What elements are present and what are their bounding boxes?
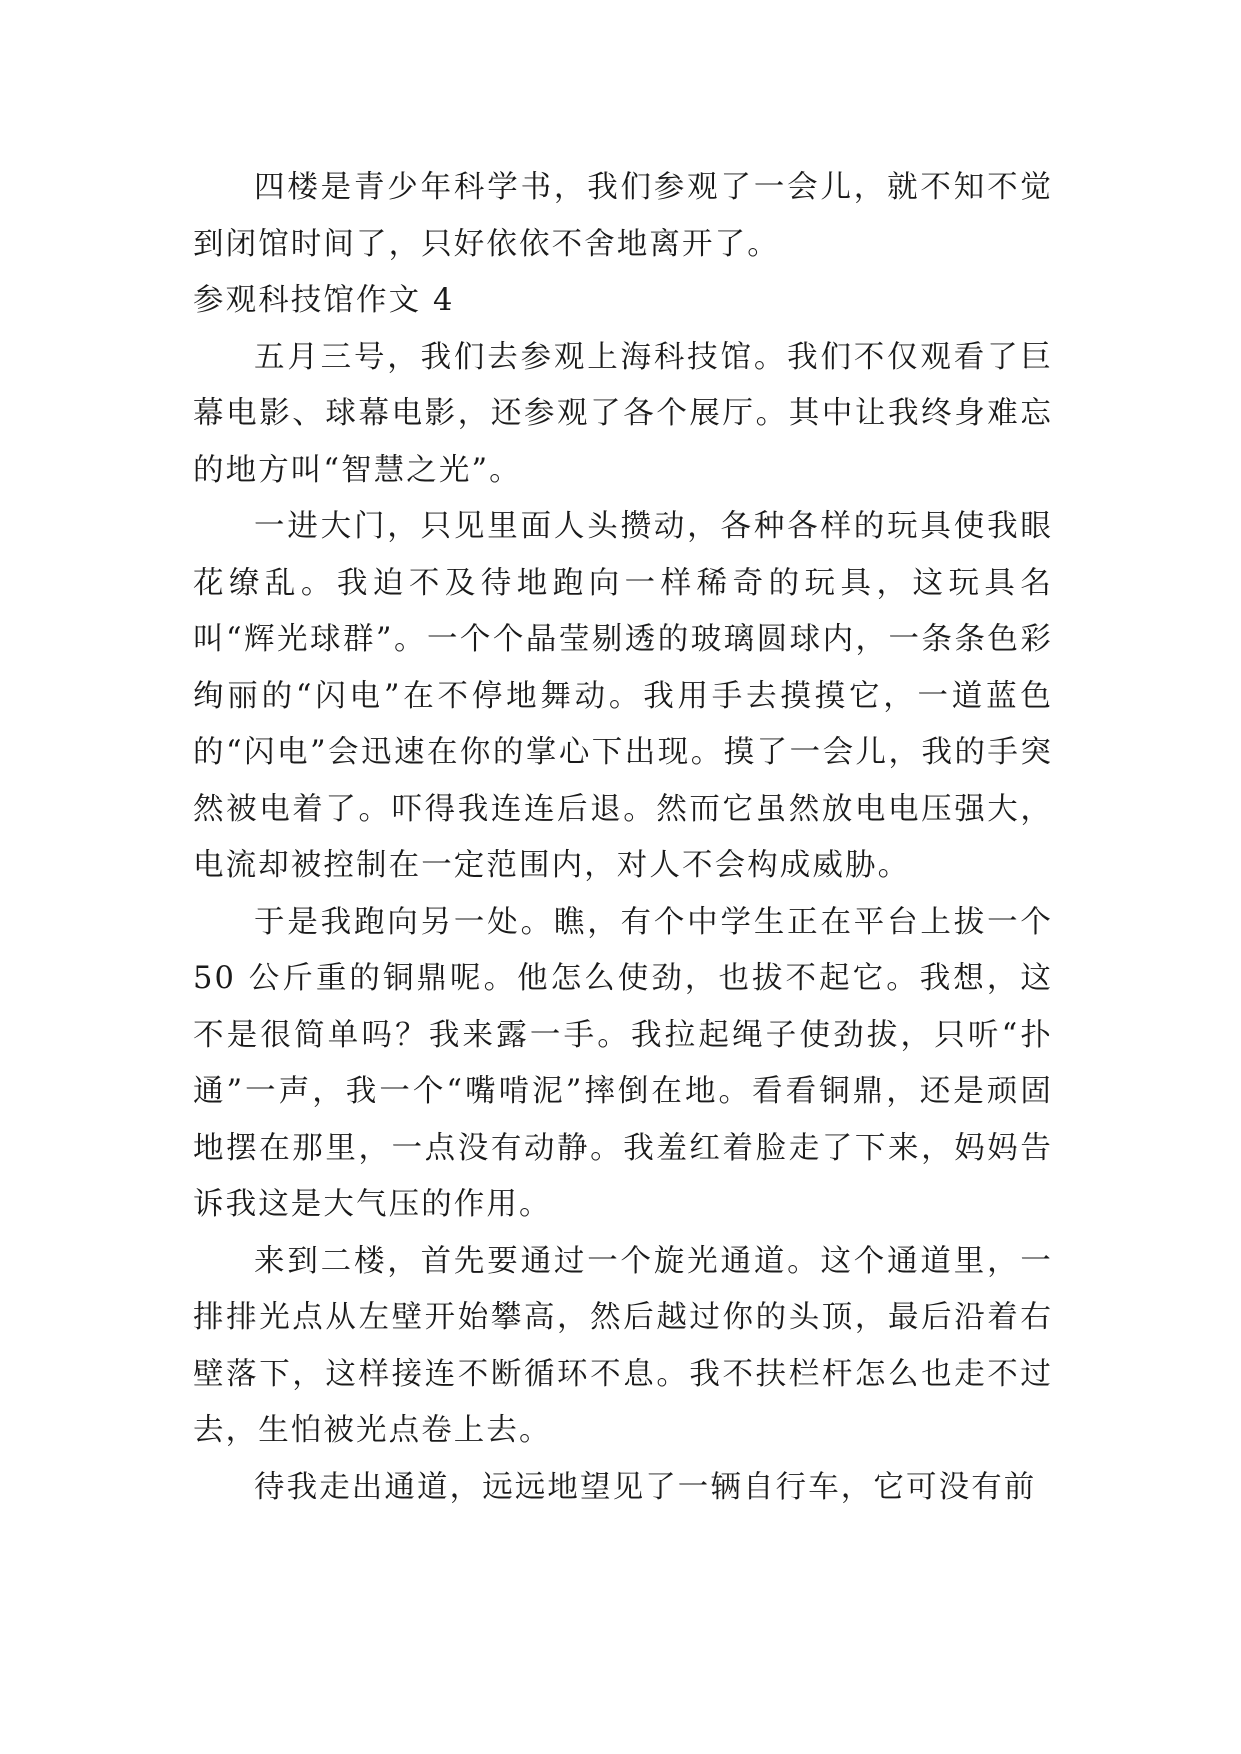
paragraph-glow-balls: 一进大门，只见里面人头攒动，各种各样的玩具使我眼花缭乱。我迫不及待地跑向一样稀奇的玩具，这玩具名叫“辉光球群”。一个个晶莹剔透的玻璃圆球内，一条条色彩绚丽的“闪电”在不停地舞动。我用手去摸摸它，一道蓝色的“闪电”会迅速在你的掌心下出现。摸了一会儿，我的手突然被电着了。吓得我连连后退。然而它虽然放电电压强大，电流却被控制在一定范围内，对人不会构成威胁。 [193,509,1053,883]
paragraph-fourth-floor: 四楼是青少年科学书，我们参观了一会儿，就不知不觉到闭馆时间了，只好依依不舍地离开了。 [193,170,1053,262]
paragraph-bicycle: 待我走出通道，远远地望见了一辆自行车，它可没有前 [254,1469,1037,1505]
essay-heading: 参观科技馆作文 4 [193,283,455,318]
document-page [193,160,1053,1516]
paragraph-intro: 五月三号，我们去参观上海科技馆。我们不仅观看了巨幕电影、球幕电影，还参观了各个展厅。其中让我终身难忘的地方叫“智慧之光”。 [193,339,1053,488]
paragraph-bronze-tripod: 于是我跑向另一处。瞧，有个中学生正在平台上拔一个 50 公斤重的铜鼎呢。他怎么使劲，也拔不起它。我想，这不是很简单吗？我来露一手。我拉起绳子使劲拔，只听“扑通”一声，我一个“嘴啃泥”摔倒在地。看看铜鼎，还是顽固地摆在那里，一点没有动静。我羞红着脸走了下来，妈妈告诉我这是大气压的作用。 [193,904,1053,1222]
paragraph-light-tunnel: 来到二楼，首先要通过一个旋光通道。这个通道里，一排排光点从左壁开始攀高，然后越过你的头顶，最后沿着右壁落下，这样接连不断循环不息。我不扶栏杆怎么也走不过去，生怕被光点卷上去。 [193,1243,1053,1448]
